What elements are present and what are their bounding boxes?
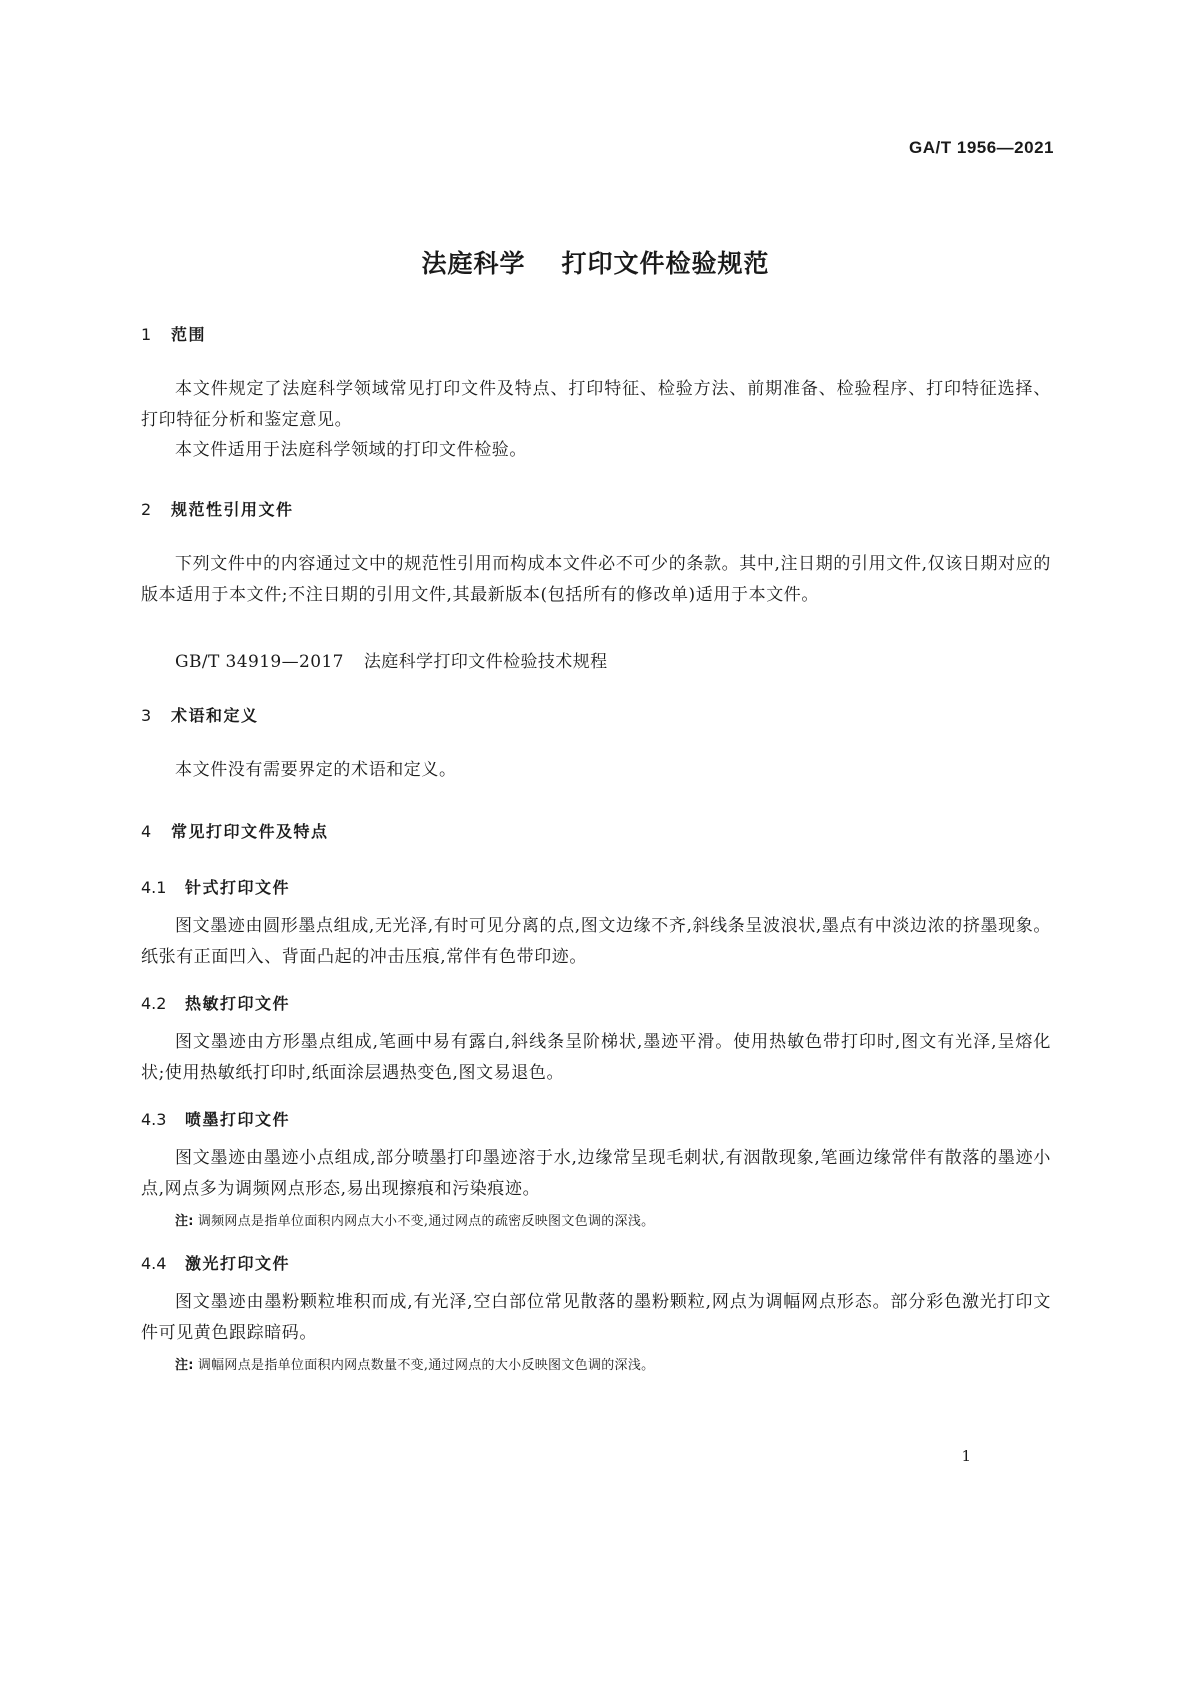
reference-code: GB/T 34919—2017 — [175, 652, 344, 672]
section-4-2-paragraph: 图文墨迹由方形墨点组成,笔画中易有露白,斜线条呈阶梯状,墨迹平滑。使用热敏色带打印时,图文有光泽,呈熔化状;使用热敏纸打印时,纸面涂层遇热变色,图文易退色。 — [141, 1032, 1051, 1083]
section-number: 4.2 — [141, 994, 167, 1013]
section-4-4-note — [175, 1354, 654, 1373]
section-title: 激光打印文件 — [185, 1254, 291, 1273]
section-title: 规范性引用文件 — [171, 500, 294, 519]
section-4-3-paragraph: 图文墨迹由墨迹小点组成,部分喷墨打印墨迹溶于水,边缘常呈现毛刺状,有洇散现象,笔画边缘常伴有散落的墨迹小点,网点多为调频网点形态,易出现擦痕和污染痕迹。 — [141, 1148, 1051, 1199]
section-title: 喷墨打印文件 — [185, 1110, 291, 1129]
section-number: 4.1 — [141, 878, 167, 897]
section-4-1-heading — [141, 875, 290, 898]
section-2-heading — [141, 497, 294, 520]
section-2-paragraph-1: 下列文件中的内容通过文中的规范性引用而构成本文件必不可少的条款。其中,注日期的引用文件,仅该日期对应的版本适用于本文件;不注日期的引用文件,其最新版本(包括所有的修改单)适用于本文件。 — [141, 554, 1051, 605]
section-title: 热敏打印文件 — [185, 994, 291, 1013]
section-number: 3 — [141, 706, 152, 725]
reference-title: 法庭科学打印文件检验技术规程 — [363, 652, 608, 672]
section-1-paragraph-2: 本文件适用于法庭科学领域的打印文件检验。 — [175, 440, 527, 460]
section-title: 常见打印文件及特点 — [171, 822, 329, 841]
standard-code: GA/T 1956—2021 — [909, 138, 1054, 157]
section-number: 2 — [141, 500, 152, 519]
note-text: 调频网点是指单位面积内网点大小不变,通过网点的疏密反映图文色调的深浅。 — [197, 1214, 655, 1229]
section-4-1-paragraph: 图文墨迹由圆形墨点组成,无光泽,有时可见分离的点,图文边缘不齐,斜线条呈波浪状,墨点有中淡边浓的挤墨现象。纸张有正面凹入、背面凸起的冲击压痕,常伴有色带印迹。 — [141, 916, 1051, 967]
section-title: 针式打印文件 — [185, 878, 291, 897]
section-4-heading — [141, 819, 329, 842]
section-number: 4.3 — [141, 1110, 167, 1129]
section-3-paragraph-1: 本文件没有需要界定的术语和定义。 — [175, 760, 457, 780]
section-title: 术语和定义 — [171, 706, 259, 725]
section-1-heading — [141, 322, 206, 345]
section-1-paragraph-1: 本文件规定了法庭科学领域常见打印文件及特点、打印特征、检验方法、前期准备、检验程序、打印特征选择、打印特征分析和鉴定意见。 — [141, 379, 1051, 430]
document-title-part2: 打印文件检验规范 — [561, 249, 770, 278]
section-title: 范围 — [171, 325, 207, 344]
section-4-2-heading — [141, 991, 290, 1014]
section-4-3-heading — [141, 1107, 290, 1130]
section-4-4-heading — [141, 1251, 290, 1274]
section-3-heading — [141, 703, 259, 726]
section-4-3-note — [175, 1210, 654, 1229]
note-label: 注: — [175, 1358, 194, 1373]
section-4-4-paragraph: 图文墨迹由墨粉颗粒堆积而成,有光泽,空白部位常见散落的墨粉颗粒,网点为调幅网点形态。部分彩色激光打印文件可见黄色跟踪暗码。 — [141, 1292, 1051, 1343]
note-label: 注: — [175, 1214, 194, 1229]
document-title-part1: 法庭科学 — [421, 249, 526, 278]
section-number: 4.4 — [141, 1254, 167, 1273]
section-number: 4 — [141, 822, 152, 841]
note-text: 调幅网点是指单位面积内网点数量不变,通过网点的大小反映图文色调的深浅。 — [197, 1358, 655, 1373]
normative-reference — [175, 647, 608, 672]
section-number: 1 — [141, 325, 152, 344]
page-number: 1 — [961, 1447, 971, 1465]
document-title — [0, 244, 1191, 280]
